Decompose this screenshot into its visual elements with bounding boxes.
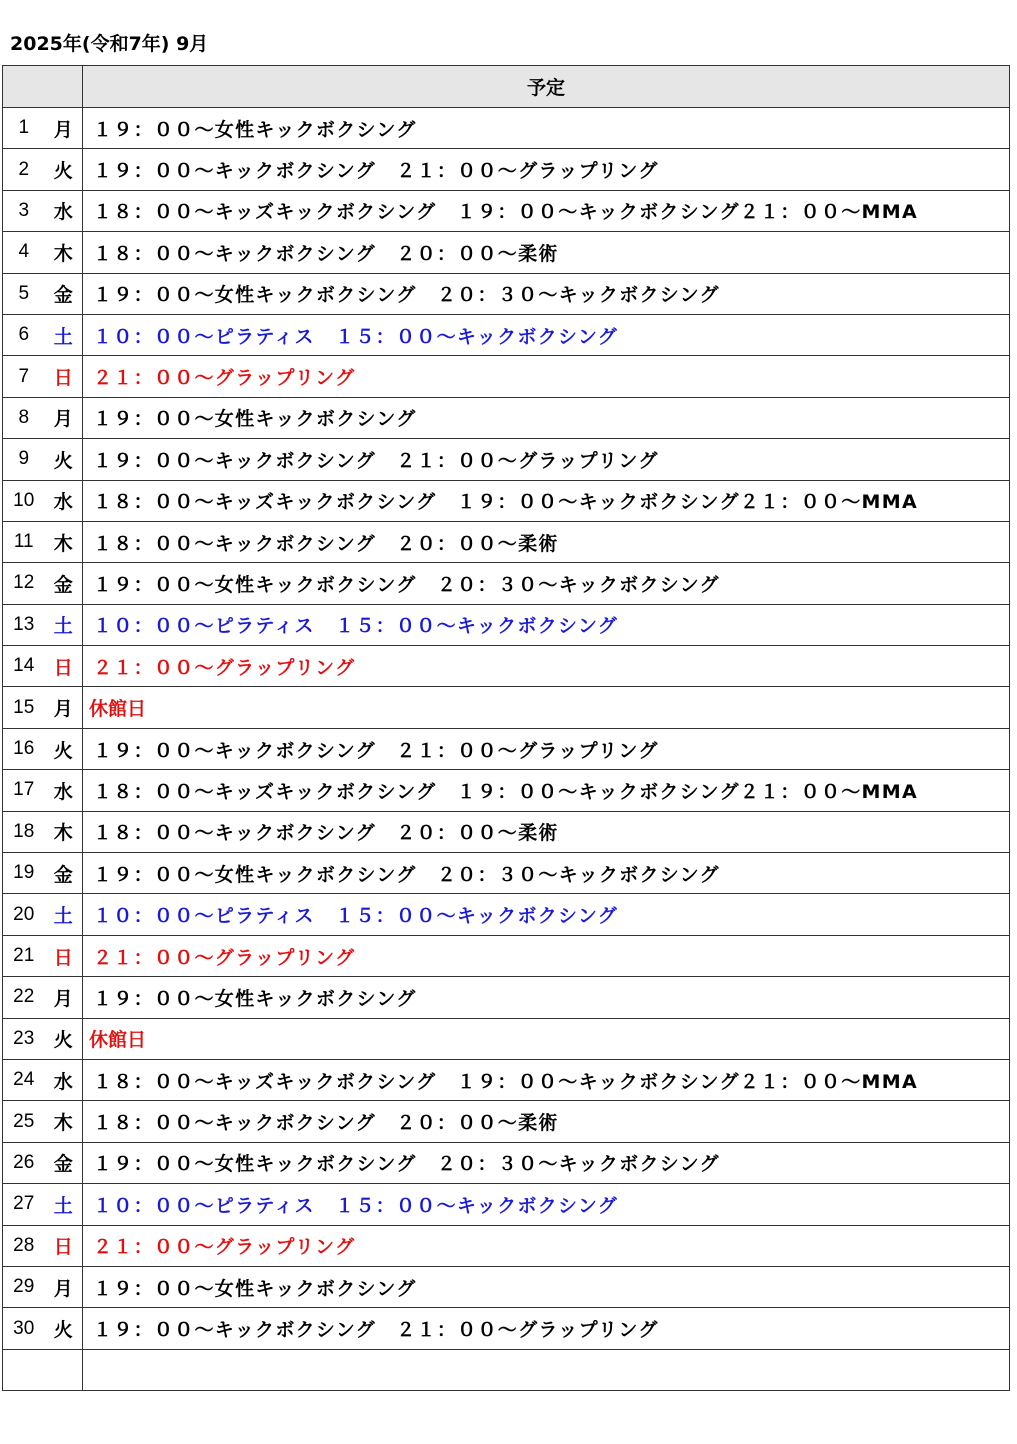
weekday-cell: 月 — [45, 977, 83, 1018]
weekday-cell: 火 — [45, 1018, 83, 1059]
plan-cell: １０：００～ピラティス １５：００～キックボクシング — [83, 1184, 1010, 1225]
plan-cell: １０：００～ピラティス １５：００～キックボクシング — [83, 314, 1010, 355]
plan-cell: １８：００～キックボクシング ２０：００～柔術 — [83, 1101, 1010, 1142]
day-number-cell: 14 — [3, 646, 45, 687]
weekday-cell: 水 — [45, 1059, 83, 1100]
plan-cell: １９：００～女性キックボクシング ２０：３０～キックボクシング — [83, 853, 1010, 894]
day-number-cell: 13 — [3, 604, 45, 645]
plan-cell: １０：００～ピラティス １５：００～キックボクシング — [83, 894, 1010, 935]
table-row — [3, 646, 1010, 687]
weekday-cell: 日 — [45, 1225, 83, 1266]
weekday-cell: 金 — [45, 1142, 83, 1183]
table-row — [3, 1308, 1010, 1349]
table-row — [3, 1225, 1010, 1266]
weekday-cell: 水 — [45, 480, 83, 521]
weekday-cell: 土 — [45, 1184, 83, 1225]
weekday-cell — [45, 1349, 83, 1390]
plan-cell: 休館日 — [83, 687, 1010, 728]
day-number-cell: 18 — [3, 811, 45, 852]
day-number-cell: 22 — [3, 977, 45, 1018]
plan-cell: ２１：００～グラップリング — [83, 1225, 1010, 1266]
weekday-cell: 土 — [45, 314, 83, 355]
weekday-cell: 木 — [45, 521, 83, 562]
table-row — [3, 1266, 1010, 1307]
plan-cell: １８：００～キッズキックボクシング １９：００～キックボクシング２１：００～MMA — [83, 770, 1010, 811]
weekday-cell: 木 — [45, 811, 83, 852]
weekday-cell: 金 — [45, 273, 83, 314]
plan-cell: １９：００～女性キックボクシング — [83, 977, 1010, 1018]
header-plan-cell: 予定 — [83, 66, 1010, 108]
table-row — [3, 1018, 1010, 1059]
plan-cell: １９：００～女性キックボクシング ２０：３０～キックボクシング — [83, 273, 1010, 314]
weekday-cell: 月 — [45, 108, 83, 149]
plan-cell: １９：００～女性キックボクシング ２０：３０～キックボクシング — [83, 1142, 1010, 1183]
table-row — [3, 1101, 1010, 1142]
weekday-cell: 水 — [45, 190, 83, 231]
day-number-cell: 2 — [3, 149, 45, 190]
weekday-cell: 金 — [45, 853, 83, 894]
table-row — [3, 149, 1010, 190]
day-number-cell: 20 — [3, 894, 45, 935]
day-number-cell: 24 — [3, 1059, 45, 1100]
plan-cell: １８：００～キックボクシング ２０：００～柔術 — [83, 232, 1010, 273]
plan-cell: １９：００～キックボクシング ２１：００～グラップリング — [83, 1308, 1010, 1349]
plan-cell: １８：００～キックボクシング ２０：００～柔術 — [83, 521, 1010, 562]
day-number-cell: 8 — [3, 397, 45, 438]
day-number-cell: 7 — [3, 356, 45, 397]
day-number-cell: 30 — [3, 1308, 45, 1349]
table-row — [3, 190, 1010, 231]
weekday-cell: 火 — [45, 149, 83, 190]
day-number-cell — [3, 1349, 45, 1390]
table-row — [3, 1349, 1010, 1390]
table-row — [3, 521, 1010, 562]
table-row — [3, 273, 1010, 314]
day-number-cell: 25 — [3, 1101, 45, 1142]
day-number-cell: 9 — [3, 439, 45, 480]
table-row — [3, 811, 1010, 852]
page-title: 2025年(令和7年) 9月 — [10, 33, 209, 55]
plan-cell: １９：００～女性キックボクシング ２０：３０～キックボクシング — [83, 563, 1010, 604]
weekday-cell: 日 — [45, 356, 83, 397]
day-number-cell: 28 — [3, 1225, 45, 1266]
weekday-cell: 日 — [45, 935, 83, 976]
table-row — [3, 108, 1010, 149]
day-number-cell: 21 — [3, 935, 45, 976]
table-row — [3, 439, 1010, 480]
plan-cell: １９：００～キックボクシング ２１：００～グラップリング — [83, 728, 1010, 769]
weekday-cell: 木 — [45, 1101, 83, 1142]
day-number-cell: 3 — [3, 190, 45, 231]
table-row — [3, 894, 1010, 935]
plan-cell: １８：００～キッズキックボクシング １９：００～キックボクシング２１：００～MMA — [83, 190, 1010, 231]
plan-cell — [83, 1349, 1010, 1390]
day-number-cell: 11 — [3, 521, 45, 562]
weekday-cell: 土 — [45, 604, 83, 645]
table-row — [3, 977, 1010, 1018]
table-row — [3, 1184, 1010, 1225]
day-number-cell: 17 — [3, 770, 45, 811]
weekday-cell: 月 — [45, 1266, 83, 1307]
day-number-cell: 1 — [3, 108, 45, 149]
table-row — [3, 397, 1010, 438]
plan-cell: ２１：００～グラップリング — [83, 646, 1010, 687]
day-number-cell: 12 — [3, 563, 45, 604]
weekday-cell: 日 — [45, 646, 83, 687]
plan-cell: １９：００～女性キックボクシング — [83, 1266, 1010, 1307]
plan-cell: １８：００～キックボクシング ２０：００～柔術 — [83, 811, 1010, 852]
table-row — [3, 604, 1010, 645]
plan-cell: １９：００～女性キックボクシング — [83, 397, 1010, 438]
plan-cell: １８：００～キッズキックボクシング １９：００～キックボクシング２１：００～MMA — [83, 480, 1010, 521]
day-number-cell: 5 — [3, 273, 45, 314]
day-number-cell: 27 — [3, 1184, 45, 1225]
table-row — [3, 1059, 1010, 1100]
table-row — [3, 687, 1010, 728]
day-number-cell: 23 — [3, 1018, 45, 1059]
day-number-cell: 26 — [3, 1142, 45, 1183]
table-row — [3, 356, 1010, 397]
weekday-cell: 火 — [45, 728, 83, 769]
plan-cell: １９：００～女性キックボクシング — [83, 108, 1010, 149]
plan-cell: １９：００～キックボクシング ２１：００～グラップリング — [83, 149, 1010, 190]
table-row — [3, 314, 1010, 355]
table-row — [3, 563, 1010, 604]
weekday-cell: 月 — [45, 397, 83, 438]
day-number-cell: 4 — [3, 232, 45, 273]
day-number-cell: 6 — [3, 314, 45, 355]
plan-cell: １０：００～ピラティス １５：００～キックボクシング — [83, 604, 1010, 645]
weekday-cell: 金 — [45, 563, 83, 604]
table-header — [3, 66, 1010, 108]
header-weekday-cell — [45, 66, 83, 108]
plan-cell: ２１：００～グラップリング — [83, 935, 1010, 976]
weekday-cell: 水 — [45, 770, 83, 811]
plan-cell: 休館日 — [83, 1018, 1010, 1059]
day-number-cell: 15 — [3, 687, 45, 728]
table-row — [3, 232, 1010, 273]
schedule-body — [3, 108, 1010, 1391]
weekday-cell: 火 — [45, 439, 83, 480]
weekday-cell: 月 — [45, 687, 83, 728]
header-row — [3, 66, 1010, 108]
weekday-cell: 木 — [45, 232, 83, 273]
weekday-cell: 土 — [45, 894, 83, 935]
day-number-cell: 29 — [3, 1266, 45, 1307]
table-row — [3, 480, 1010, 521]
day-number-cell: 19 — [3, 853, 45, 894]
weekday-cell: 火 — [45, 1308, 83, 1349]
table-row — [3, 770, 1010, 811]
day-number-cell: 10 — [3, 480, 45, 521]
plan-cell: １８：００～キッズキックボクシング １９：００～キックボクシング２１：００～MMA — [83, 1059, 1010, 1100]
table-row — [3, 935, 1010, 976]
table-row — [3, 728, 1010, 769]
day-number-cell: 16 — [3, 728, 45, 769]
header-day-cell — [3, 66, 45, 108]
schedule-table — [2, 65, 1010, 1391]
plan-cell: ２１：００～グラップリング — [83, 356, 1010, 397]
plan-cell: １９：００～キックボクシング ２１：００～グラップリング — [83, 439, 1010, 480]
table-row — [3, 853, 1010, 894]
table-row — [3, 1142, 1010, 1183]
